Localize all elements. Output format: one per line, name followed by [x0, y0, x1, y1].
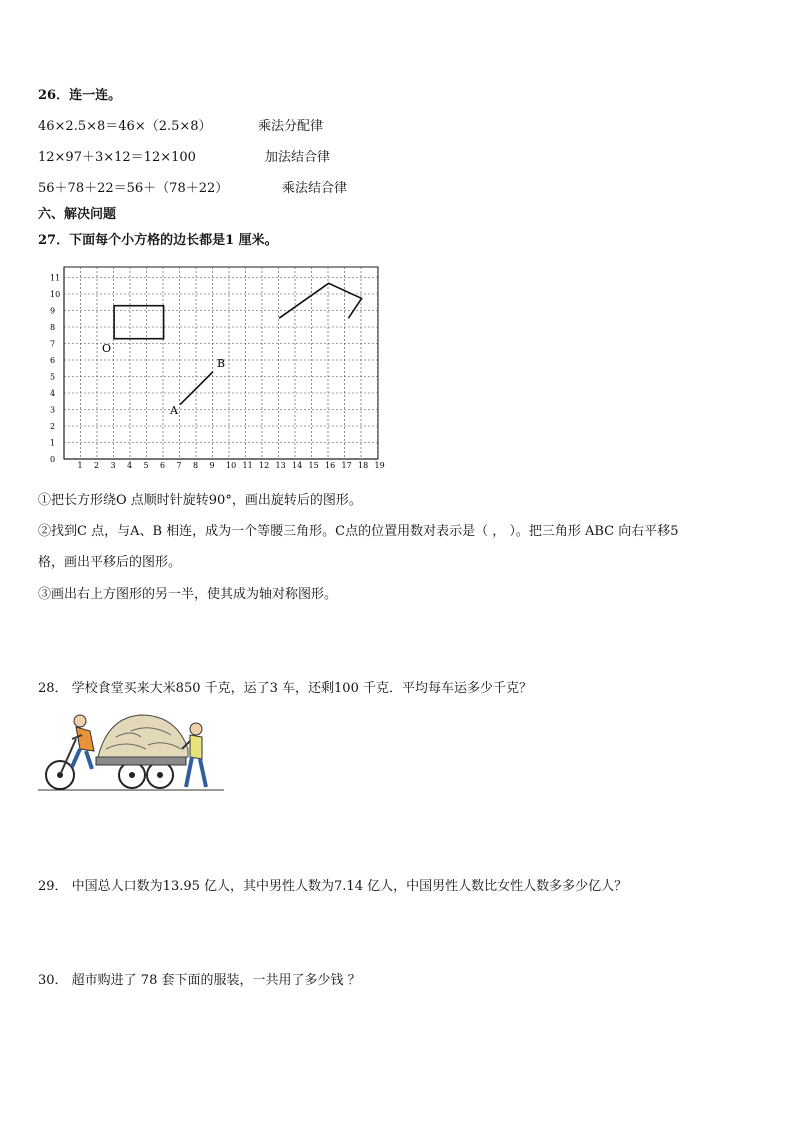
x-tick-label: 9: [209, 461, 215, 470]
x-tick-label: 12: [259, 461, 270, 470]
x-tick-label: 19: [374, 461, 385, 470]
y-tick-label: 3: [50, 405, 56, 415]
x-tick-label: 5: [143, 461, 149, 470]
x-tick-label: 18: [358, 461, 369, 470]
y-tick-label: 10: [50, 290, 61, 299]
q27-item-3: ③画出右上方图形的另一半，使其成为轴对称图形。: [38, 587, 338, 602]
x-tick-label: 17: [341, 461, 352, 470]
label-b: B: [217, 357, 226, 370]
q26-title: 26．连一连。: [38, 88, 122, 103]
q27-item-2: ②找到C 点，与A、B 相连，成为一个等腰三角形。C点的位置用数对表示是（ ， ）。把三角形 ABC 向右平移5: [38, 524, 679, 539]
y-tick-label: 4: [50, 389, 56, 398]
x-tick-label: 2: [94, 461, 100, 470]
x-tick-labels: [78, 461, 385, 470]
q29-text: 29． 中国总人口数为13.95 亿人，其中男性人数为7.14 亿人，中国男性人数比女性人数多多少亿人？: [38, 879, 628, 894]
y-tick-labels: [50, 274, 60, 465]
half-figure: [279, 283, 362, 318]
q30-text: 30． 超市购进了 78 套下面的服装，一共用了多少钱 ？: [38, 973, 361, 988]
x-tick-label: 11: [242, 461, 253, 470]
tricycle-rice-illustration: [36, 709, 226, 793]
x-tick-label: 3: [110, 461, 116, 470]
x-tick-label: 8: [193, 461, 199, 470]
x-tick-label: 16: [325, 461, 336, 470]
q27-item-2-cont: 格，画出平移后的图形。: [38, 555, 182, 570]
x-tick-label: 15: [308, 461, 319, 470]
y-tick-label: 9: [50, 306, 56, 316]
x-tick-label: 4: [127, 461, 133, 470]
q27-title: 27．下面每个小方格的边长都是1 厘米。: [38, 233, 278, 248]
x-tick-label: 7: [176, 461, 182, 470]
q27-item-1: ①把长方形绕O 点顺时针旋转90°，画出旋转后的图形。: [38, 493, 362, 508]
q26-expr-3: 56＋78＋22＝56＋（78＋22）: [38, 181, 229, 196]
q26-expr-2: 12×97＋3×12＝12×100: [38, 150, 196, 165]
x-tick-label: 6: [160, 461, 166, 470]
q26-law-1: 乘法分配律: [258, 119, 324, 134]
x-tick-label: 13: [275, 461, 286, 470]
label-o: O: [102, 342, 112, 355]
section-title: 六、解决问题: [38, 207, 117, 222]
y-tick-label: 8: [50, 323, 56, 332]
q28-text: 28． 学校食堂买来大米850 千克，运了3 车，还剩100 千克．平均每车运多少千克？: [38, 681, 532, 696]
x-tick-label: 1: [77, 461, 83, 470]
q26-law-2: 加法结合律: [265, 150, 331, 165]
q26-expr-1: 46×2.5×8＝46×（2.5×8）: [38, 119, 212, 134]
y-tick-label: 1: [50, 438, 56, 448]
x-tick-label: 14: [292, 461, 303, 470]
x-tick-label: 10: [226, 461, 237, 470]
y-tick-label: 7: [50, 339, 56, 349]
y-tick-label: 11: [50, 273, 61, 283]
coordinate-grid-figure: [36, 264, 396, 470]
y-tick-label: 2: [50, 422, 56, 431]
y-tick-label: 6: [50, 356, 56, 365]
y-tick-label: 5: [50, 372, 56, 382]
label-a: A: [170, 404, 178, 417]
q26-law-3: 乘法结合律: [282, 181, 348, 196]
y-tick-label: 0: [50, 455, 56, 464]
grid-svg: [36, 264, 396, 470]
